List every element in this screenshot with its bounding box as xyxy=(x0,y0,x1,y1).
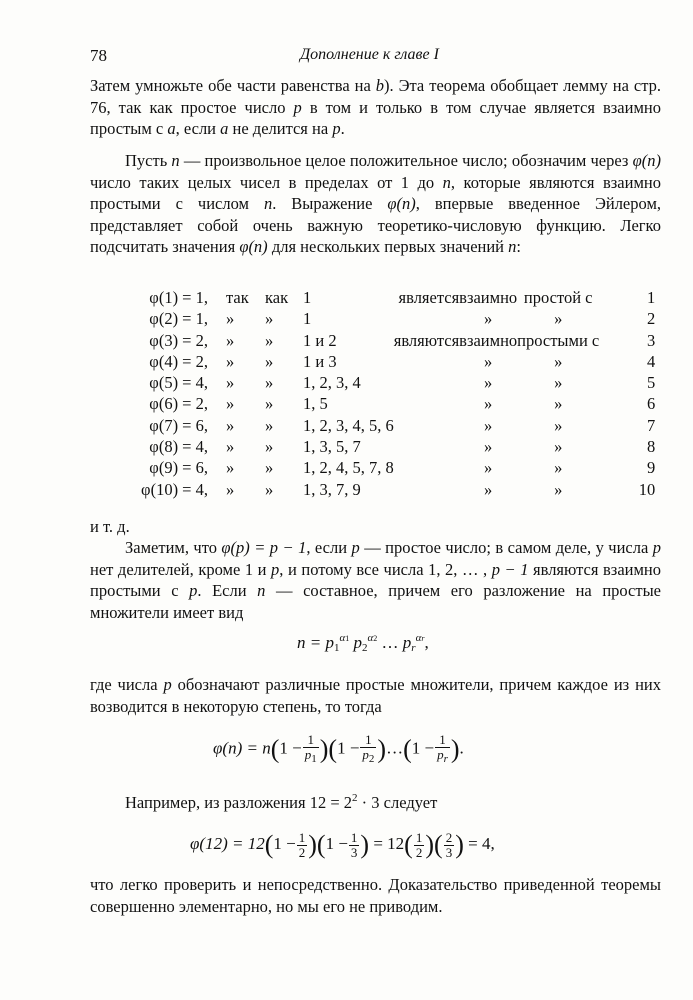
table-cell-v3: простой с xyxy=(523,288,593,307)
table-cell-v3: » xyxy=(554,437,563,457)
table-cell-q1: » xyxy=(226,437,235,457)
table-cell-v1 xyxy=(394,457,459,478)
phi-values-table xyxy=(105,287,655,500)
paragraph-5: Например, из разложения $12 = 2^2 \cdot 3$ следует xyxy=(125,792,438,812)
table-cell-v2: » xyxy=(484,437,493,457)
table-cell-phi: φ(7) = 6, xyxy=(149,415,208,435)
table-cell-phi: φ(10) = 4, xyxy=(141,479,208,499)
table-cell-v3: » xyxy=(554,415,563,435)
table-cell-nums: 1, 2, 3, 4 xyxy=(303,373,361,393)
table-cell-phi: φ(9) = 6, xyxy=(149,458,208,478)
table-cell-q2: » xyxy=(265,437,274,457)
table-cell-q1: так xyxy=(226,288,249,307)
table-cell-q2: » xyxy=(265,394,274,414)
table-cell-q1: » xyxy=(226,351,235,371)
table-cell-n: 4 xyxy=(647,351,656,371)
table-cell-n: 2 xyxy=(647,309,656,329)
table-cell-q1: » xyxy=(226,458,235,478)
table-cell-n: 10 xyxy=(638,479,656,499)
table-cell-phi: φ(2) = 1, xyxy=(149,309,208,329)
table-cell-nums: 1, 3, 5, 7 xyxy=(303,437,361,457)
table-cell-q2: » xyxy=(265,479,274,499)
table-cell-v3: » xyxy=(554,351,563,371)
table-cell-v3: » xyxy=(554,373,563,393)
table-cell-v1 xyxy=(394,479,459,500)
table-cell-q2: » xyxy=(265,458,274,478)
table-cell-phi: φ(4) = 2, xyxy=(149,351,208,371)
table-cell-v2: » xyxy=(484,309,493,329)
paragraph-6: что легко проверить и непосредственно. Доказательство приведенной теоремы совершенно элементарно, но мы его не приводим. xyxy=(90,875,661,916)
table-cell-v2: » xyxy=(484,415,493,435)
table-cell-v3: » xyxy=(554,394,563,414)
table-cell-q2: » xyxy=(265,351,274,371)
table-cell-v1 xyxy=(394,436,459,457)
table-cell-v2: » xyxy=(484,394,493,414)
table-cell-v2: » xyxy=(484,479,493,499)
paragraph-2: Пусть n — произвольное целое положительное число; обозначим через φ(n) число таких целых чисел в пределах от 1 до n, которые являются взаимно простыми с числом n. Выражение φ(n), впервые введенное Эйлером, представляет собой очень важную теоретико-числовую функцию. Легко подсчитать значения φ(n) для нескольких первых значений n: xyxy=(90,151,662,256)
table-row xyxy=(105,457,655,478)
table-cell-v3: простыми с xyxy=(517,330,600,350)
table-cell-v3: » xyxy=(554,458,563,478)
table-row xyxy=(105,479,655,500)
euler-product-formula: φ(n) = n(1 − $\frac{1}{p_1}$ )(1 − $\frac{1}{p_2}$ )…(1 − $\frac{1}{p_r}$ ). xyxy=(213,732,464,765)
table-row xyxy=(105,308,655,329)
table-cell-v2: взаимно xyxy=(459,330,518,350)
table-cell-n: 5 xyxy=(647,373,656,393)
running-header: Дополнение к главе I xyxy=(300,46,439,63)
table-cell-v2: » xyxy=(484,351,493,371)
table-cell-nums: 1, 3, 7, 9 xyxy=(303,479,361,499)
table-cell-v2: взаимно xyxy=(459,288,518,307)
table-row xyxy=(105,330,655,351)
table-cell-n: 1 xyxy=(647,288,656,307)
page-number: 78 xyxy=(90,46,107,65)
table-cell-phi: φ(8) = 4, xyxy=(149,437,208,457)
table-cell-n: 8 xyxy=(647,437,656,457)
table-cell-q2: как xyxy=(265,288,289,307)
table-cell-nums: 1 и 2 xyxy=(303,330,337,350)
table-row xyxy=(105,393,655,414)
table-cell-v1: являются xyxy=(393,330,460,350)
table-row xyxy=(105,351,655,372)
table-cell-q2: » xyxy=(265,309,274,329)
etc-text: и т. д. xyxy=(90,517,130,536)
table-cell-nums: 1 xyxy=(303,288,312,307)
table-cell-n: 6 xyxy=(647,394,656,414)
table-cell-v1 xyxy=(394,372,459,393)
table-cell-nums: 1 xyxy=(303,309,312,329)
table-cell-v2: » xyxy=(484,458,493,478)
table-cell-nums: 1 и 3 xyxy=(303,351,337,371)
paragraph-1: Затем умножьте обе части равенства на b). Эта теорема обобщает лемму на стр. 76, так как простое число p в том и только в том случае является взаимно простым с a, если a не делится на p. xyxy=(90,76,661,138)
table-cell-v3: » xyxy=(554,309,563,329)
table-cell-q2: » xyxy=(265,330,274,350)
table-cell-v1 xyxy=(394,308,459,329)
table-cell-q1: » xyxy=(226,330,235,350)
table-cell-n: 9 xyxy=(647,458,656,478)
table-cell-n: 7 xyxy=(647,415,656,435)
table-row xyxy=(105,287,655,308)
paragraph-4: где числа p обозначают различные простые множители, причем каждое из них возводится в некоторую степень, то тогда xyxy=(90,675,661,716)
table-cell-phi: φ(6) = 2, xyxy=(149,394,208,414)
table-cell-n: 3 xyxy=(647,330,656,350)
table-cell-v2: » xyxy=(484,373,493,393)
table-cell-phi: φ(1) = 1, xyxy=(149,288,208,307)
table-cell-q2: » xyxy=(265,373,274,393)
table-cell-nums: 1, 5 xyxy=(303,394,328,414)
table-cell-v1 xyxy=(394,415,459,436)
table-cell-v3: » xyxy=(554,479,563,499)
table-cell-nums: 1, 2, 4, 5, 7, 8 xyxy=(303,458,394,478)
table-cell-phi: φ(3) = 2, xyxy=(149,330,208,350)
table-cell-v1 xyxy=(394,351,459,372)
factorization-formula: $n = p_1^{\alpha 1}$ $p_2^{\alpha 2}$ … $p_r^{\alpha r}$, xyxy=(297,632,429,654)
table-row xyxy=(105,372,655,393)
table-cell-nums: 1, 2, 3, 4, 5, 6 xyxy=(303,415,394,435)
table-cell-v1: является xyxy=(398,288,460,307)
table-row xyxy=(105,415,655,436)
paragraph-3: Заметим, что φ(p) = p − 1, если p — простое число; в самом деле, у числа p нет делителей, кроме 1 и p, и потому все числа 1, 2, … , p − 1 являются взаимно простыми с p. Если n — составное, причем его разложение на простые множители имеет вид xyxy=(90,538,661,622)
table-cell-q1: » xyxy=(226,309,235,329)
table-cell-q1: » xyxy=(226,394,235,414)
table-cell-q2: » xyxy=(265,415,274,435)
table-cell-q1: » xyxy=(226,415,235,435)
table-cell-v1 xyxy=(394,393,459,414)
table-row xyxy=(105,436,655,457)
table-cell-q1: » xyxy=(226,373,235,393)
phi-12-formula: φ(12) = 12(1 − $\frac{1}{2}$ )(1 − $\frac{1}{3}$ ) = 12( $\frac{1}{2}$ )( $\frac{2}{3}$ ) = 4, xyxy=(190,829,495,860)
table-cell-q1: » xyxy=(226,479,235,499)
table-cell-phi: φ(5) = 4, xyxy=(149,373,208,393)
